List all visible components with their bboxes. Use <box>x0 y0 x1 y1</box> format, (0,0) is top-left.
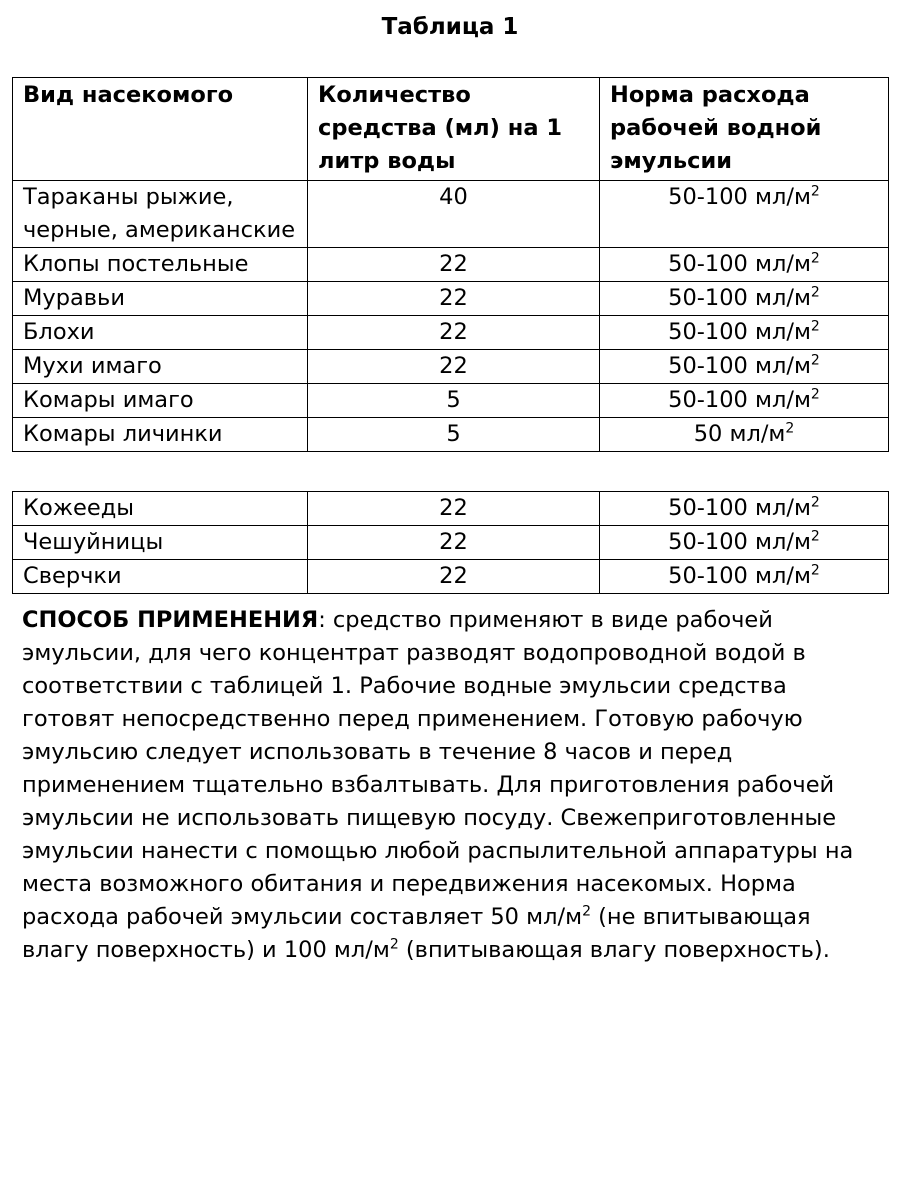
method-line-11 <box>22 934 900 967</box>
method-line-3: соответствии с таблицей 1. Рабочие водные эмульсии средства <box>22 673 787 699</box>
norm-value: 50-100 мл/м <box>668 563 811 589</box>
application-method-text <box>22 604 900 967</box>
cell-amount-per-liter: 22 <box>308 560 600 594</box>
header-insect-type: Вид насекомого <box>13 78 308 181</box>
norm-unit-exponent: 2 <box>810 494 820 511</box>
method-line-8: эмульсии нанести с помощью любой распылительной аппаратуры на <box>22 838 854 864</box>
method-line-11-b: (впитывающая влагу поверхность). <box>398 937 830 963</box>
table-row <box>13 384 889 418</box>
cell-insect-type: Кожееды <box>13 492 308 526</box>
norm-value: 50-100 мл/м <box>668 495 811 521</box>
cell-insect-type: Чешуйницы <box>13 526 308 560</box>
cell-amount-per-liter: 22 <box>308 282 600 316</box>
norm-value: 50-100 мл/м <box>668 353 811 379</box>
method-line-9: места возможного обитания и передвижения насекомых. Норма <box>22 871 796 897</box>
table-row <box>13 181 889 248</box>
method-line-11-a: влагу поверхность) и 100 мл/м <box>22 937 390 963</box>
table-caption: Таблица 1 <box>381 14 519 40</box>
cell-insect-type: Сверчки <box>13 560 308 594</box>
norm-unit-exponent: 2 <box>810 318 820 335</box>
table-row <box>13 248 889 282</box>
cell-consumption-norm <box>600 526 889 560</box>
norm-unit-exponent: 2 <box>810 284 820 301</box>
cell-amount-per-liter: 5 <box>308 384 600 418</box>
cell-amount-per-liter: 22 <box>308 316 600 350</box>
cell-consumption-norm <box>600 384 889 418</box>
header-consumption-norm: Норма расхода рабочей водной эмульсии <box>600 78 889 181</box>
insect-dosage-table-continued <box>12 491 889 594</box>
cell-consumption-norm <box>600 418 889 452</box>
method-line-7: эмульсии не использовать пищевую посуду. Свежеприготовленные <box>22 805 837 831</box>
method-line-11-sup: 2 <box>389 936 399 953</box>
norm-value: 50-100 мл/м <box>668 285 811 311</box>
cell-insect-type: Блохи <box>13 316 308 350</box>
norm-value: 50-100 мл/м <box>668 319 811 345</box>
table-row <box>13 282 889 316</box>
method-line-6: применением тщательно взбалтывать. Для приготовления рабочей <box>22 772 835 798</box>
method-line-1 <box>22 604 900 637</box>
method-line-1-text: : средство применяют в виде рабочей <box>318 607 773 633</box>
norm-value: 50-100 мл/м <box>668 251 811 277</box>
method-line-4: готовят непосредственно перед применением. Готовую рабочую <box>22 706 803 732</box>
table-row <box>13 560 889 594</box>
norm-value: 50-100 мл/м <box>668 184 811 210</box>
norm-unit-exponent: 2 <box>785 420 795 437</box>
cell-amount-per-liter: 40 <box>308 181 600 248</box>
cell-consumption-norm <box>600 316 889 350</box>
norm-value: 50-100 мл/м <box>668 529 811 555</box>
method-heading: СПОСОБ ПРИМЕНЕНИЯ <box>22 607 319 633</box>
method-line-10-sup: 2 <box>582 903 591 920</box>
norm-value: 50-100 мл/м <box>668 387 811 413</box>
cell-amount-per-liter: 22 <box>308 492 600 526</box>
cell-insect-type: Мухи имаго <box>13 350 308 384</box>
cell-consumption-norm <box>600 492 889 526</box>
norm-unit-exponent: 2 <box>810 386 820 403</box>
cell-insect-type: Комары личинки <box>13 418 308 452</box>
header-amount-per-liter: Количество средства (мл) на 1 литр воды <box>308 78 600 181</box>
cell-insect-type: Клопы постельные <box>13 248 308 282</box>
table-row <box>13 316 889 350</box>
cell-consumption-norm <box>600 350 889 384</box>
cell-amount-per-liter: 5 <box>308 418 600 452</box>
table-row <box>13 350 889 384</box>
method-line-10-b: (не впитывающая <box>590 904 811 930</box>
cell-insect-type: Комары имаго <box>13 384 308 418</box>
cell-amount-per-liter: 22 <box>308 526 600 560</box>
norm-unit-exponent: 2 <box>810 183 820 200</box>
method-line-10 <box>22 901 900 934</box>
cell-amount-per-liter: 22 <box>308 248 600 282</box>
table-row <box>13 492 889 526</box>
cell-consumption-norm <box>600 560 889 594</box>
cell-insect-type: Тараканы рыжие, черные, американские <box>13 181 308 248</box>
insect-dosage-table <box>12 77 889 452</box>
method-line-2: эмульсии, для чего концентрат разводят водопроводной водой в <box>22 640 806 666</box>
cell-insect-type: Муравьи <box>13 282 308 316</box>
norm-value: 50 мл/м <box>693 421 786 447</box>
cell-consumption-norm <box>600 282 889 316</box>
cell-consumption-norm <box>600 248 889 282</box>
table-header-row <box>13 78 889 181</box>
table-row <box>13 418 889 452</box>
method-line-10-a: расхода рабочей эмульсии составляет 50 мл/м <box>22 904 583 930</box>
norm-unit-exponent: 2 <box>810 528 820 545</box>
norm-unit-exponent: 2 <box>810 562 820 579</box>
norm-unit-exponent: 2 <box>810 250 820 267</box>
table-row <box>13 526 889 560</box>
cell-amount-per-liter: 22 <box>308 350 600 384</box>
norm-unit-exponent: 2 <box>810 352 820 369</box>
cell-consumption-norm <box>600 181 889 248</box>
method-line-5: эмульсию следует использовать в течение 8 часов и перед <box>22 739 733 765</box>
